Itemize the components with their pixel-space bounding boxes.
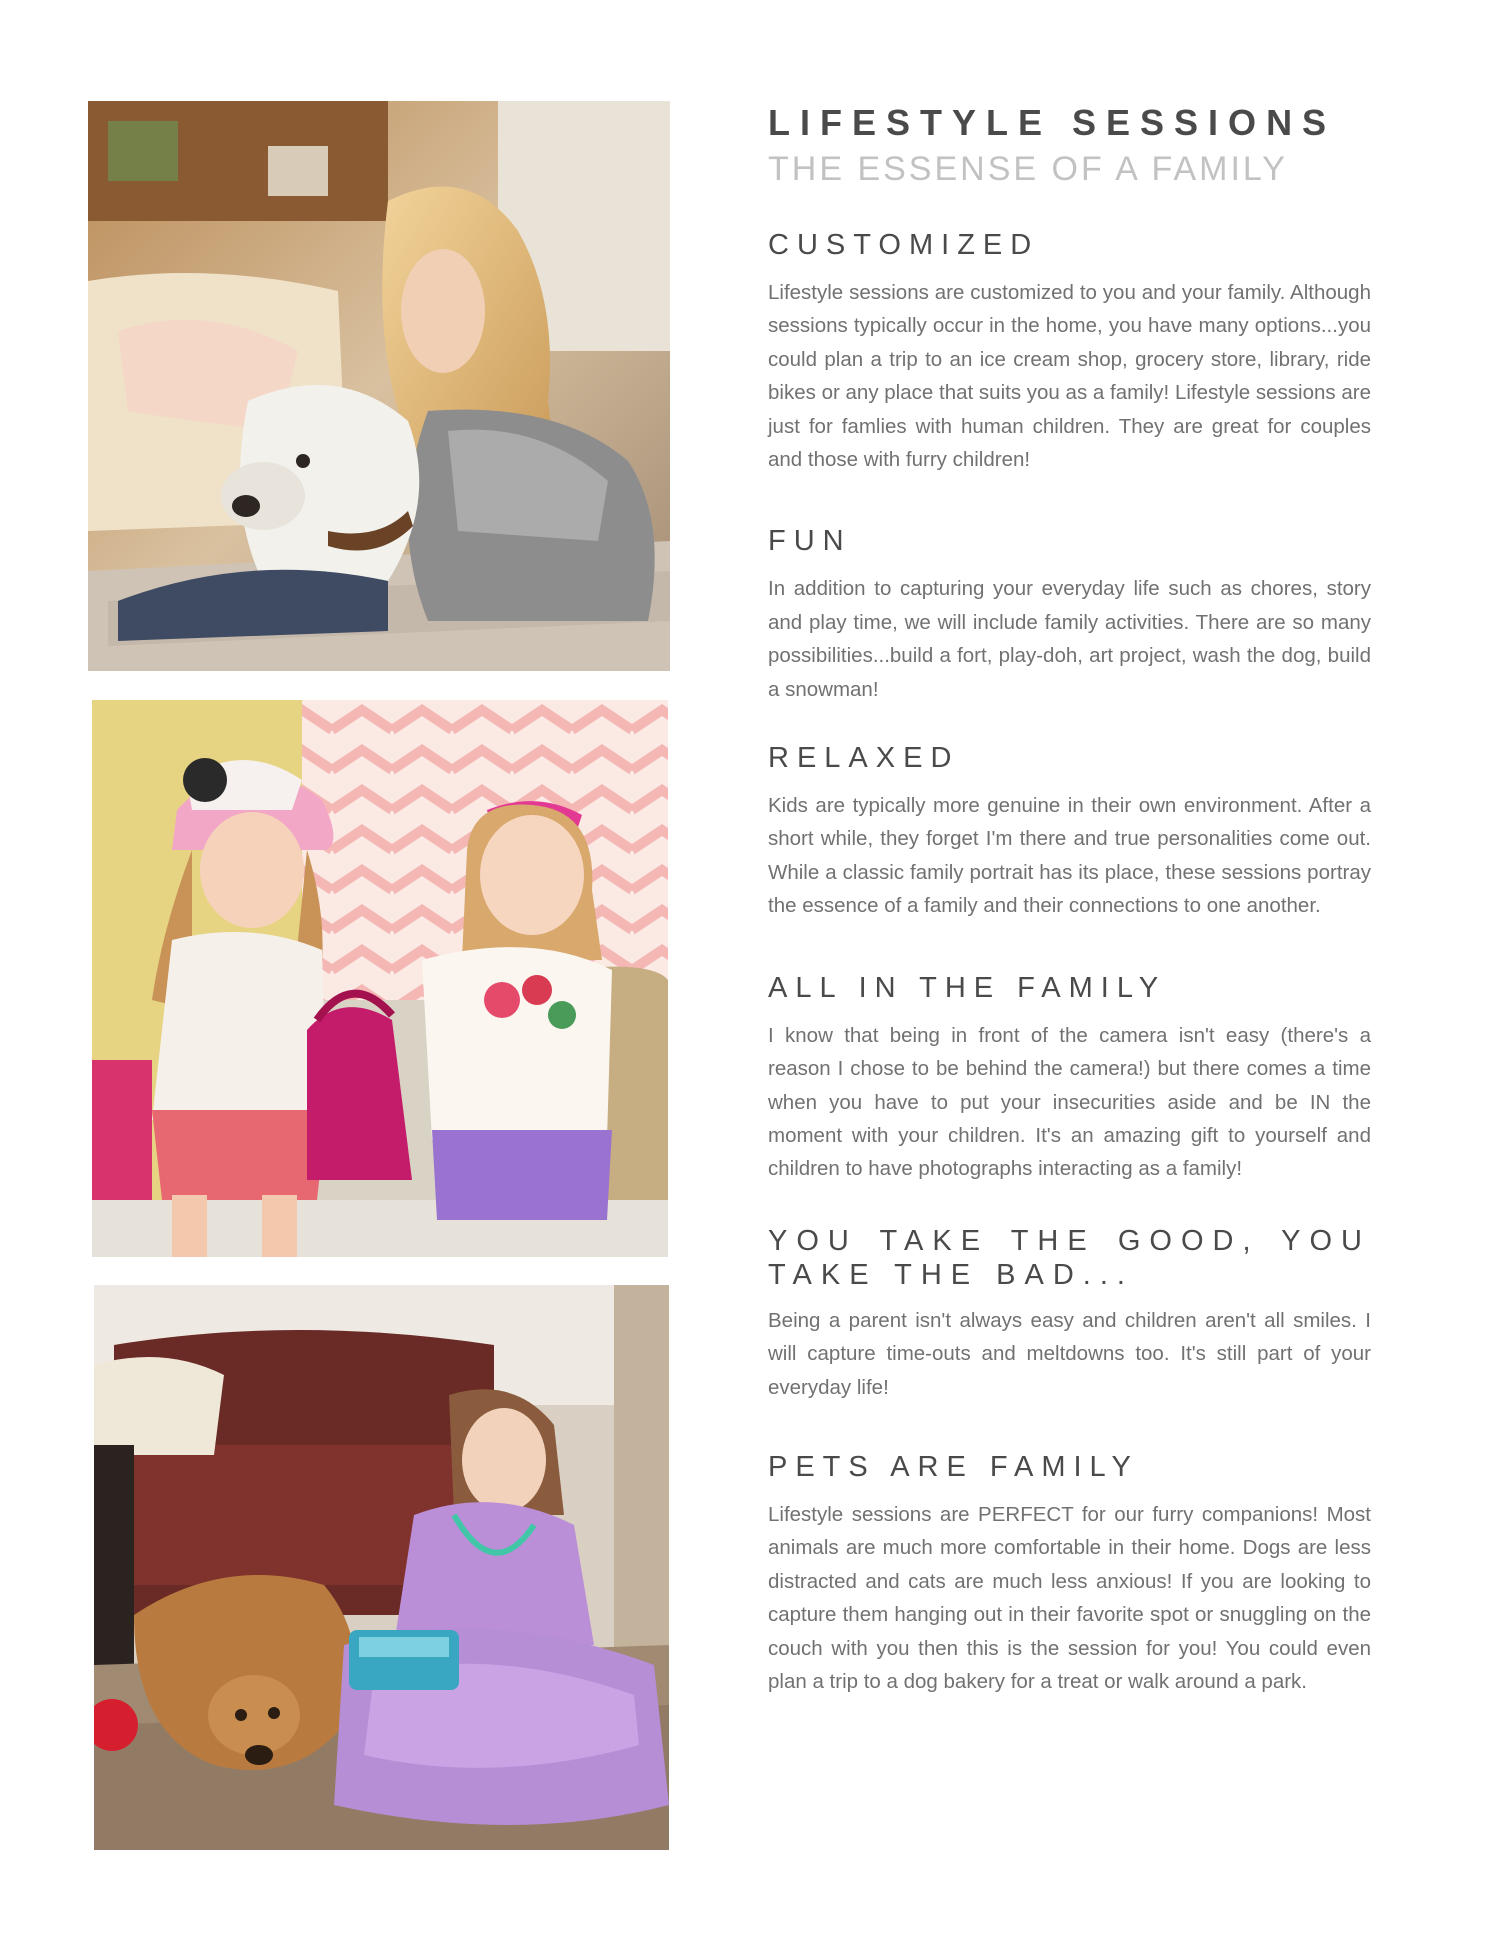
- girl-with-dog-on-rug-photo: [94, 1285, 669, 1850]
- section-body: Lifestyle sessions are customized to you and your family. Although sessions typically occur in the home, you have many options...you could plan a trip to an ice cream shop, grocery store, library, ride bikes or any place that suits you as a family! Lifestyle sessions are just for famlies with human children. They are great for couples and those with furry children!: [768, 281, 1371, 472]
- section-body: Lifestyle sessions are PERFECT for our furry companions! Most animals are much more comfortable in their home. Dogs are less distracted and cats are much less anxious! If you are looking to capture them hanging out in their favorite spot or snuggling on the couch with you then this is the session for you! You could even plan a trip to a dog bakery for a treat or walk around a park.: [768, 1502, 1371, 1693]
- two-girls-dress-up-photo: [92, 700, 668, 1257]
- section-body: Kids are typically more genuine in their own environment. After a short while, they forget I'm there and true personalities come out. While a classic family portrait has its place, these sessions portray the essence of a family and their connections to one another.: [768, 794, 1371, 918]
- section-body: Being a parent isn't always easy and children aren't all smiles. I will capture time-outs and meltdowns too. It's still part of your everyday life!: [768, 1308, 1371, 1399]
- section-heading: PETS ARE FAMILY: [768, 1450, 1139, 1483]
- section-customized: [768, 226, 1371, 476]
- section-all-in-the-family: [768, 969, 1371, 1186]
- text-column: [768, 100, 1371, 1698]
- section-heading: FUN: [768, 525, 852, 558]
- section-pets-are-family: [768, 1448, 1371, 1698]
- section-body: I know that being in front of the camera isn't easy (there's a reason I chose to be behind the camera!) but there comes a time when you have to put your insecurities aside and be IN the moment with your children. It's an amazing gift to yourself and children to have photographs interacting as a family!: [768, 1023, 1371, 1181]
- section-good-and-bad: [768, 1224, 1371, 1404]
- section-relaxed: [768, 739, 1371, 923]
- section-heading: YOU TAKE THE GOOD, YOU TAKE THE BAD...: [768, 1224, 1371, 1291]
- section-heading: RELAXED: [768, 742, 960, 775]
- page-title: LIFESTYLE SESSIONS: [768, 102, 1337, 143]
- section-heading: CUSTOMIZED: [768, 229, 1040, 261]
- section-fun: [768, 522, 1371, 706]
- section-heading: ALL IN THE FAMILY: [768, 971, 1167, 1004]
- page-subtitle: THE ESSENSE OF A FAMILY: [768, 150, 1288, 188]
- woman-hugging-dog-photo: [88, 101, 670, 671]
- section-body: In addition to capturing your everyday life such as chores, story and play time, we will include family activities. There are so many possibilities...build a fort, play-doh, art project, wash the dog, build a snowman!: [768, 577, 1371, 701]
